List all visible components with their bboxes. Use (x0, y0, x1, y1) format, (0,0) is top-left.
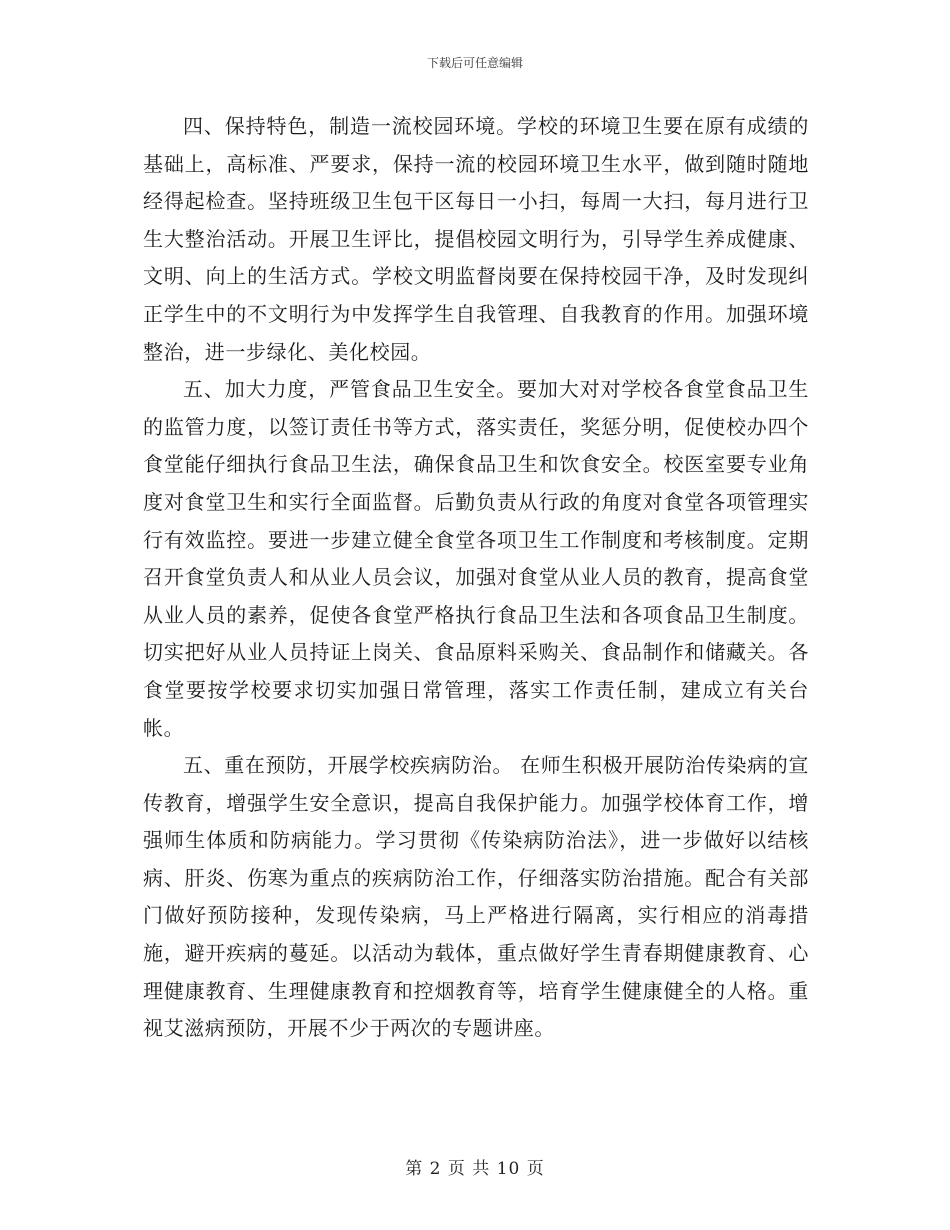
paragraph-environment: 四、保持特色，制造一流校园环境。学校的环境卫生要在原有成绩的基础上，高标准、严要求，保持一流的校园环境卫生水平，做到随时随地经得起检查。坚持班级卫生包干区每日一小扫，每周一大扫，每月进行卫生大整治活动。开展卫生评比，提倡校园文明行为，引导学生养成健康、文明、向上的生活方式。学校文明监督岗要在保持校园干净，及时发现纠正学生中的不文明行为中发挥学生自我管理、自我教育的作用。加强环境整治，进一步绿化、美化校园。 (143, 114, 809, 364)
page-number: 第 2 页 共 10 页 (405, 1159, 545, 1179)
document-body (143, 108, 809, 1048)
paragraph-food-safety: 五、加大力度，严管食品卫生安全。要加大对对学校各食堂食品卫生的监管力度，以签订责任书等方式，落实责任，奖惩分明，促使校办四个食堂能仔细执行食品卫生法，确保食品卫生和饮食安全。校医室要专业角度对食堂卫生和实行全面监督。后勤负责从行政的角度对食堂各项管理实行有效监控。要进一步建立健全食堂各项卫生工作制度和考核制度。定期召开食堂负责人和从业人员会议，加强对食堂从业人员的教育，提高食堂从业人员的素养，促使各食堂严格执行食品卫生法和各项食品卫生制度。切实把好从业人员持证上岗关、食品原料采购关、食品制作和储藏关。各食堂要按学校要求切实加强日常管理，落实工作责任制，建成立有关台帐。 (143, 377, 809, 740)
paragraph-disease-prevention: 五、重在预防，开展学校疾病防治。 在师生积极开展防治传染病的宣传教育，增强学生安全意识，提高自我保护能力。加强学校体育工作，增强师生体质和防病能力。学习贯彻《传染病防治法》，进一步做好以结核病、肝炎、伤寒为重点的疾病防治工作，仔细落实防治措施。配合有关部门做好预防接种，发现传染病，马上严格进行隔离，实行相应的消毒措施，避开疾病的蔓延。以活动为载体，重点做好学生青春期健康教育、心理健康教育、生理健康教育和控烟教育等，培育学生健康健全的人格。重视艾滋病预防，开展不少于两次的专题讲座。 (143, 753, 809, 1041)
page-header: 下载后可任意编辑 (426, 56, 523, 70)
